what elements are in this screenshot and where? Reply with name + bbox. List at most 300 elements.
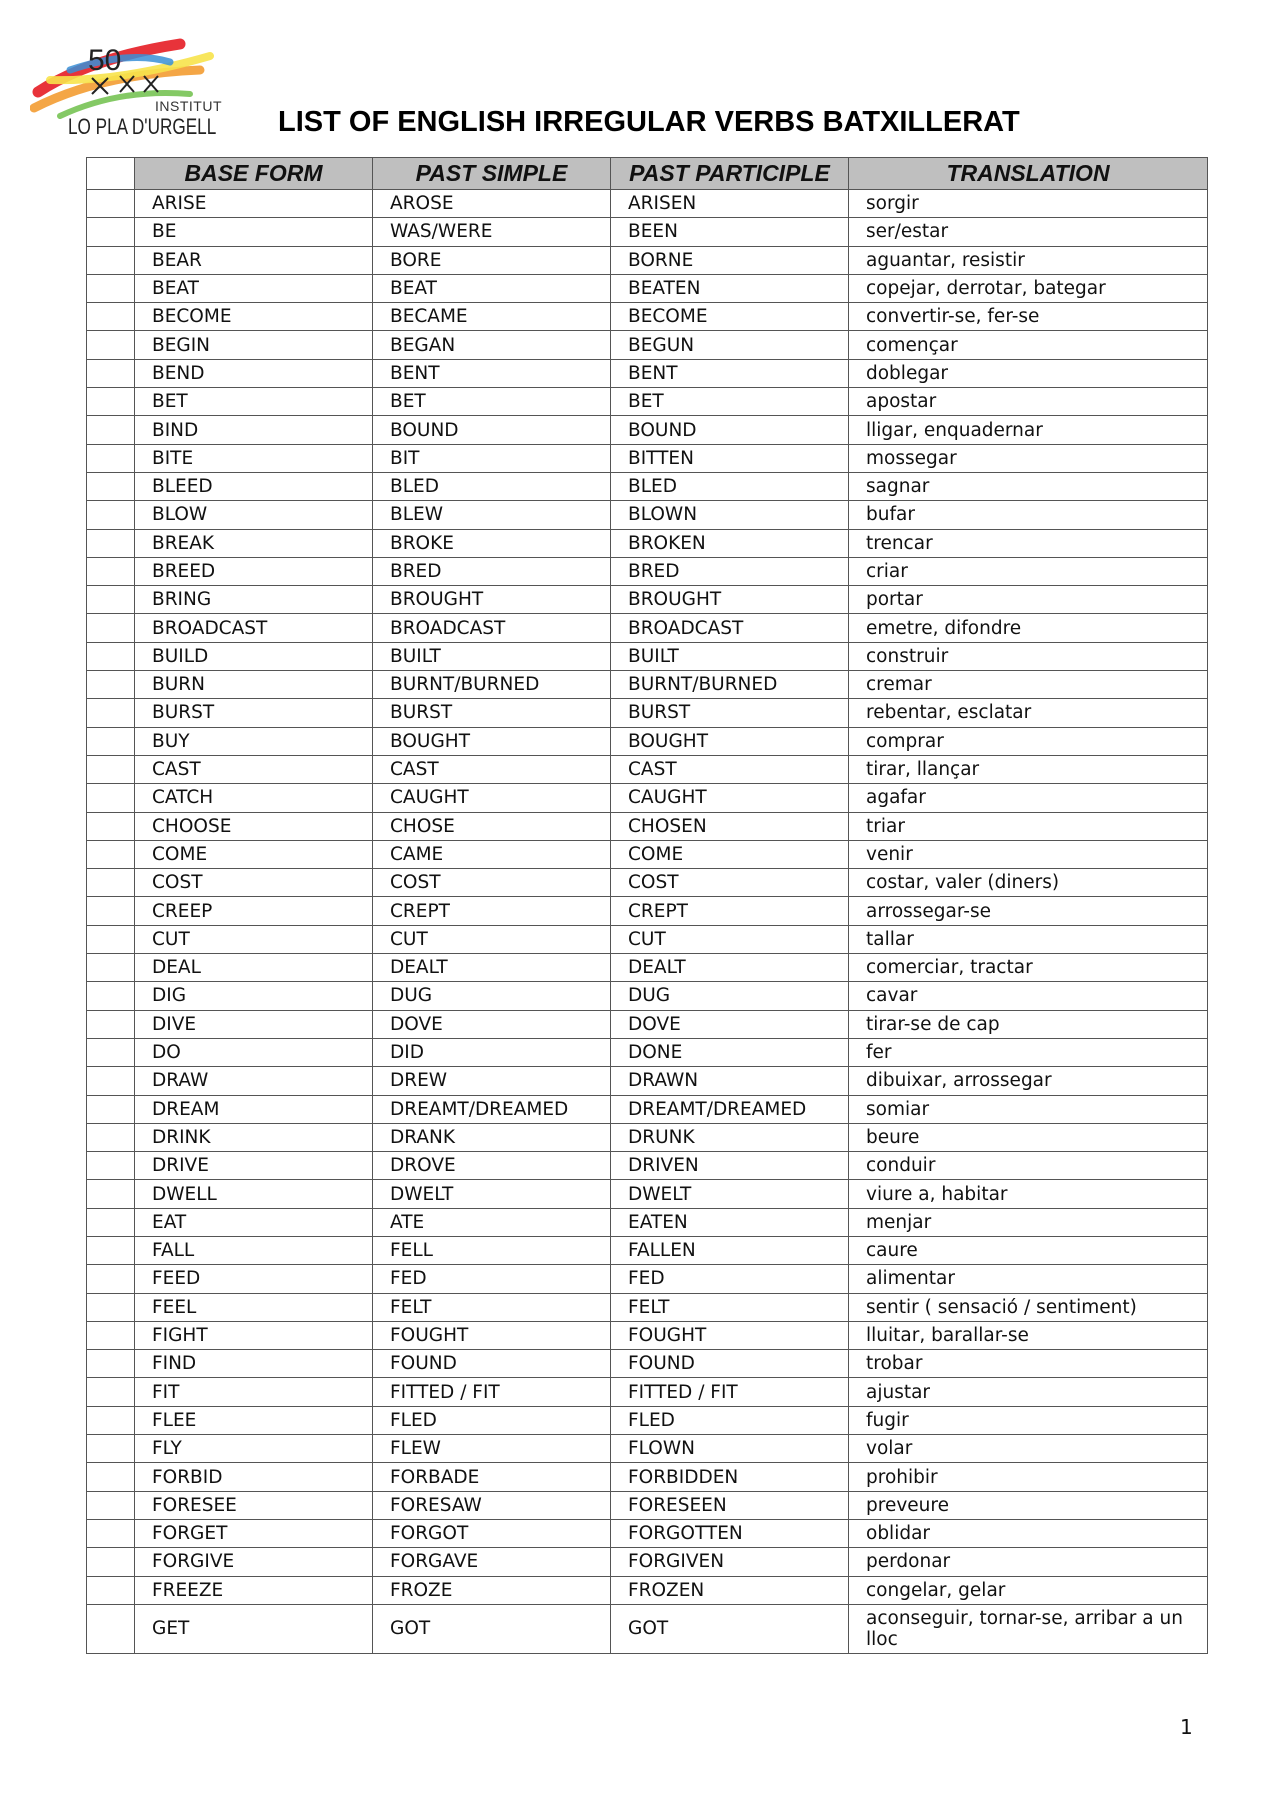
cell-past-participle: COST [611,869,849,897]
cell-past-simple: BECAME [373,303,611,331]
cell-past-simple: DOVE [373,1010,611,1038]
cell-past-participle: BLOWN [611,501,849,529]
table-row [87,557,1208,585]
table-row [87,727,1208,755]
row-blank-cell [87,1519,135,1547]
row-blank-cell [87,586,135,614]
cell-past-participle: BORNE [611,246,849,274]
cell-past-participle: BITTEN [611,444,849,472]
cell-past-participle: FLED [611,1406,849,1434]
row-blank-cell [87,303,135,331]
header-past-participle: PAST PARTICIPLE [611,158,849,190]
header-translation: TRANSLATION [849,158,1208,190]
row-blank-cell [87,274,135,302]
cell-past-simple: DUG [373,982,611,1010]
cell-translation: comprar [849,727,1208,755]
cell-translation: prohibir [849,1463,1208,1491]
row-blank-cell [87,472,135,500]
cell-base-form: FIND [135,1350,373,1378]
cell-past-participle: FELT [611,1293,849,1321]
row-blank-cell [87,416,135,444]
cell-translation: sagnar [849,472,1208,500]
table-row [87,303,1208,331]
cell-translation: cavar [849,982,1208,1010]
cell-base-form: BLOW [135,501,373,529]
cell-translation: trobar [849,1350,1208,1378]
table-row [87,1010,1208,1038]
cell-past-simple: FOUGHT [373,1321,611,1349]
row-blank-cell [87,755,135,783]
cell-past-simple: BOUGHT [373,727,611,755]
cell-past-simple: CAME [373,840,611,868]
cell-base-form: COME [135,840,373,868]
cell-past-participle: BEATEN [611,274,849,302]
table-row [87,925,1208,953]
table-row [87,755,1208,783]
cell-past-simple: CREPT [373,897,611,925]
cell-past-participle: DUG [611,982,849,1010]
cell-past-participle: BURNT/BURNED [611,671,849,699]
cell-base-form: DO [135,1038,373,1066]
row-blank-cell [87,840,135,868]
cell-base-form: BROADCAST [135,614,373,642]
logo-number: 50 [88,44,122,77]
table-row [87,444,1208,472]
row-blank-cell [87,1463,135,1491]
row-blank-cell [87,925,135,953]
cell-past-participle: BOUGHT [611,727,849,755]
cell-base-form: DRAW [135,1067,373,1095]
cell-past-simple: FORESAW [373,1491,611,1519]
cell-translation: perdonar [849,1548,1208,1576]
cell-past-participle: BUILT [611,642,849,670]
cell-past-simple: FELT [373,1293,611,1321]
cell-translation: rebentar, esclatar [849,699,1208,727]
cell-base-form: DREAM [135,1095,373,1123]
row-blank-cell [87,1180,135,1208]
cell-base-form: CATCH [135,784,373,812]
cell-base-form: BREED [135,557,373,585]
table-row [87,359,1208,387]
cell-base-form: BLEED [135,472,373,500]
row-blank-cell [87,812,135,840]
cell-base-form: FORBID [135,1463,373,1491]
row-blank-cell [87,1010,135,1038]
cell-base-form: COST [135,869,373,897]
cell-translation: trencar [849,529,1208,557]
cell-past-participle: FOUGHT [611,1321,849,1349]
row-blank-cell [87,1293,135,1321]
table-row [87,388,1208,416]
cell-past-simple: BET [373,388,611,416]
cell-past-participle: BURST [611,699,849,727]
table-body [87,190,1208,1654]
table-row [87,1152,1208,1180]
row-blank-cell [87,671,135,699]
table-row [87,1265,1208,1293]
cell-translation: aconseguir, tornar-se, arribar a un lloc [849,1604,1208,1653]
cell-past-simple: FORBADE [373,1463,611,1491]
table-row [87,982,1208,1010]
cell-translation: dibuixar, arrossegar [849,1067,1208,1095]
cell-past-participle: CAUGHT [611,784,849,812]
row-blank-cell [87,1038,135,1066]
cell-past-participle: BECOME [611,303,849,331]
cell-past-simple: BIT [373,444,611,472]
row-blank-cell [87,1236,135,1264]
cell-translation: lluitar, barallar-se [849,1321,1208,1349]
cell-past-simple: FELL [373,1236,611,1264]
cell-translation: somiar [849,1095,1208,1123]
table-row [87,1095,1208,1123]
cell-base-form: DRIVE [135,1152,373,1180]
cell-past-simple: BURNT/BURNED [373,671,611,699]
cell-base-form: FEEL [135,1293,373,1321]
table-row [87,1576,1208,1604]
cell-translation: mossegar [849,444,1208,472]
cell-base-form: DWELL [135,1180,373,1208]
cell-base-form: FORGIVE [135,1548,373,1576]
cell-past-simple: DREAMT/DREAMED [373,1095,611,1123]
table-row [87,1208,1208,1236]
table-row [87,699,1208,727]
cell-past-participle: BEEN [611,218,849,246]
cell-translation: congelar, gelar [849,1576,1208,1604]
row-blank-cell [87,388,135,416]
cell-translation: conduir [849,1152,1208,1180]
cell-past-simple: COST [373,869,611,897]
cell-past-simple: BLEW [373,501,611,529]
cell-past-participle: BEGUN [611,331,849,359]
cell-translation: viure a, habitar [849,1180,1208,1208]
cell-base-form: BREAK [135,529,373,557]
cell-translation: tirar-se de cap [849,1010,1208,1038]
cell-translation: preveure [849,1491,1208,1519]
table-row [87,1038,1208,1066]
cell-translation: bufar [849,501,1208,529]
school-logo [30,30,220,142]
cell-past-simple: FOUND [373,1350,611,1378]
cell-past-simple: DID [373,1038,611,1066]
cell-past-simple: BOUND [373,416,611,444]
cell-past-simple: DRANK [373,1123,611,1151]
cell-base-form: ARISE [135,190,373,218]
cell-base-form: CUT [135,925,373,953]
cell-past-participle: DRUNK [611,1123,849,1151]
row-blank-cell [87,869,135,897]
cell-translation: criar [849,557,1208,585]
cell-past-simple: BROADCAST [373,614,611,642]
cell-past-participle: CREPT [611,897,849,925]
cell-translation: emetre, difondre [849,614,1208,642]
table-row [87,218,1208,246]
cell-past-simple: FED [373,1265,611,1293]
table-row [87,1180,1208,1208]
cell-translation: arrossegar-se [849,897,1208,925]
cell-past-participle: FITTED / FIT [611,1378,849,1406]
table-row [87,1548,1208,1576]
cell-past-participle: DOVE [611,1010,849,1038]
cell-past-simple: DWELT [373,1180,611,1208]
row-blank-cell [87,982,135,1010]
table-row [87,274,1208,302]
cell-past-participle: BLED [611,472,849,500]
row-blank-cell [87,1604,135,1653]
cell-base-form: BRING [135,586,373,614]
cell-past-participle: CHOSEN [611,812,849,840]
row-blank-cell [87,1067,135,1095]
table-row [87,897,1208,925]
cell-past-participle: CAST [611,755,849,783]
row-blank-cell [87,1548,135,1576]
table-row [87,331,1208,359]
row-blank-cell [87,1321,135,1349]
row-blank-cell [87,897,135,925]
cell-translation: alimentar [849,1265,1208,1293]
cell-past-simple: BRED [373,557,611,585]
cell-base-form: CAST [135,755,373,783]
cell-past-simple: FORGAVE [373,1548,611,1576]
table-row [87,671,1208,699]
table-row [87,1604,1208,1653]
cell-base-form: FALL [135,1236,373,1264]
cell-translation: ajustar [849,1378,1208,1406]
cell-translation: agafar [849,784,1208,812]
cell-past-simple: FITTED / FIT [373,1378,611,1406]
cell-past-simple: BURST [373,699,611,727]
cell-past-participle: DEALT [611,954,849,982]
table-row [87,1123,1208,1151]
row-blank-cell [87,359,135,387]
cell-past-simple: WAS/WERE [373,218,611,246]
cell-past-simple: BORE [373,246,611,274]
cell-past-participle: DRAWN [611,1067,849,1095]
cell-translation: venir [849,840,1208,868]
row-blank-cell [87,1435,135,1463]
cell-base-form: BE [135,218,373,246]
cell-base-form: FIGHT [135,1321,373,1349]
cell-translation: sentir ( sensació / sentiment) [849,1293,1208,1321]
cell-past-participle: FORESEEN [611,1491,849,1519]
row-blank-cell [87,614,135,642]
cell-translation: començar [849,331,1208,359]
row-blank-cell [87,529,135,557]
table-row [87,190,1208,218]
table-row [87,416,1208,444]
cell-past-simple: FLEW [373,1435,611,1463]
cell-past-participle: BROKEN [611,529,849,557]
row-blank-cell [87,954,135,982]
row-blank-cell [87,784,135,812]
row-blank-cell [87,1095,135,1123]
row-blank-cell [87,1491,135,1519]
cell-translation: tirar, llançar [849,755,1208,783]
row-blank-cell [87,444,135,472]
cell-past-participle: FALLEN [611,1236,849,1264]
cell-past-participle: FORGOTTEN [611,1519,849,1547]
cell-past-simple: DROVE [373,1152,611,1180]
table-row [87,472,1208,500]
cell-translation: caure [849,1236,1208,1264]
cell-translation: sorgir [849,190,1208,218]
cell-translation: fugir [849,1406,1208,1434]
cell-translation: portar [849,586,1208,614]
verbs-table [86,157,1208,1654]
cell-past-simple: BROUGHT [373,586,611,614]
cell-past-simple: DREW [373,1067,611,1095]
row-blank-cell [87,1576,135,1604]
header-base-form: BASE FORM [135,158,373,190]
cell-translation: apostar [849,388,1208,416]
cell-base-form: FLEE [135,1406,373,1434]
cell-past-simple: CUT [373,925,611,953]
cell-translation: copejar, derrotar, bategar [849,274,1208,302]
row-blank-cell [87,1406,135,1434]
cell-base-form: DEAL [135,954,373,982]
table-row [87,840,1208,868]
cell-base-form: FIT [135,1378,373,1406]
cell-base-form: DRINK [135,1123,373,1151]
cell-base-form: BUILD [135,642,373,670]
cell-past-simple: BEGAN [373,331,611,359]
cell-past-participle: FOUND [611,1350,849,1378]
cell-base-form: DIG [135,982,373,1010]
cell-past-simple: CAST [373,755,611,783]
cell-past-participle: DONE [611,1038,849,1066]
row-blank-cell [87,501,135,529]
row-blank-cell [87,1152,135,1180]
row-blank-cell [87,699,135,727]
cell-base-form: BET [135,388,373,416]
cell-past-participle: FORBIDDEN [611,1463,849,1491]
cell-translation: oblidar [849,1519,1208,1547]
row-blank-cell [87,246,135,274]
cell-past-simple: BLED [373,472,611,500]
row-blank-cell [87,218,135,246]
cell-translation: comerciar, tractar [849,954,1208,982]
cell-translation: lligar, enquadernar [849,416,1208,444]
cell-past-participle: COME [611,840,849,868]
cell-translation: convertir-se, fer-se [849,303,1208,331]
table-row [87,586,1208,614]
cell-base-form: FEED [135,1265,373,1293]
cell-base-form: BEGIN [135,331,373,359]
cell-translation: aguantar, resistir [849,246,1208,274]
cell-past-simple: FLED [373,1406,611,1434]
row-blank-cell [87,642,135,670]
cell-base-form: BUY [135,727,373,755]
cell-base-form: BIND [135,416,373,444]
cell-base-form: DIVE [135,1010,373,1038]
row-blank-cell [87,1123,135,1151]
row-blank-cell [87,1208,135,1236]
cell-past-participle: BENT [611,359,849,387]
cell-base-form: BITE [135,444,373,472]
table-row [87,1067,1208,1095]
row-blank-cell [87,1350,135,1378]
row-blank-cell [87,190,135,218]
table-row [87,1406,1208,1434]
cell-base-form: FORGET [135,1519,373,1547]
page-number: 1 [1180,1715,1193,1739]
header-past-simple: PAST SIMPLE [373,158,611,190]
cell-translation: doblegar [849,359,1208,387]
cell-translation: costar, valer (diners) [849,869,1208,897]
cell-past-participle: BROADCAST [611,614,849,642]
logo-school-name: LO PLA D'URGELL [68,114,217,139]
row-blank-cell [87,1265,135,1293]
cell-translation: triar [849,812,1208,840]
cell-translation: ser/estar [849,218,1208,246]
row-blank-cell [87,557,135,585]
table-row [87,784,1208,812]
cell-translation: volar [849,1435,1208,1463]
cell-past-participle: FLOWN [611,1435,849,1463]
cell-past-participle: BOUND [611,416,849,444]
cell-past-simple: FORGOT [373,1519,611,1547]
table-row [87,1236,1208,1264]
cell-past-participle: DRIVEN [611,1152,849,1180]
cell-base-form: BEAR [135,246,373,274]
cell-past-simple: BEAT [373,274,611,302]
cell-base-form: EAT [135,1208,373,1236]
cell-base-form: BURST [135,699,373,727]
cell-base-form: FREEZE [135,1576,373,1604]
logo-institut-label: INSTITUT [155,98,222,114]
cell-past-simple: CHOSE [373,812,611,840]
cell-translation: cremar [849,671,1208,699]
cell-past-participle: BROUGHT [611,586,849,614]
cell-past-simple: BROKE [373,529,611,557]
table-row [87,1378,1208,1406]
cell-base-form: BEND [135,359,373,387]
cell-base-form: CHOOSE [135,812,373,840]
table-row [87,1321,1208,1349]
cell-past-simple: FROZE [373,1576,611,1604]
table-row [87,869,1208,897]
cell-past-participle: FED [611,1265,849,1293]
table-header-row [87,158,1208,190]
cell-past-participle: GOT [611,1604,849,1653]
cell-past-participle: DREAMT/DREAMED [611,1095,849,1123]
row-blank-cell [87,1378,135,1406]
cell-translation: tallar [849,925,1208,953]
cell-past-participle: BRED [611,557,849,585]
cell-translation: beure [849,1123,1208,1151]
cell-base-form: FORESEE [135,1491,373,1519]
row-blank-cell [87,727,135,755]
cell-past-simple: AROSE [373,190,611,218]
cell-past-simple: DEALT [373,954,611,982]
table-row [87,1491,1208,1519]
cell-base-form: BURN [135,671,373,699]
table-row [87,1350,1208,1378]
cell-past-participle: BET [611,388,849,416]
table-row [87,501,1208,529]
cell-past-simple: GOT [373,1604,611,1653]
cell-past-simple: BUILT [373,642,611,670]
table-row [87,1519,1208,1547]
cell-past-simple: ATE [373,1208,611,1236]
cell-translation: menjar [849,1208,1208,1236]
table-row [87,614,1208,642]
cell-translation: fer [849,1038,1208,1066]
table-row [87,1293,1208,1321]
cell-translation: construir [849,642,1208,670]
cell-past-participle: FROZEN [611,1576,849,1604]
table-row [87,1435,1208,1463]
cell-past-participle: EATEN [611,1208,849,1236]
